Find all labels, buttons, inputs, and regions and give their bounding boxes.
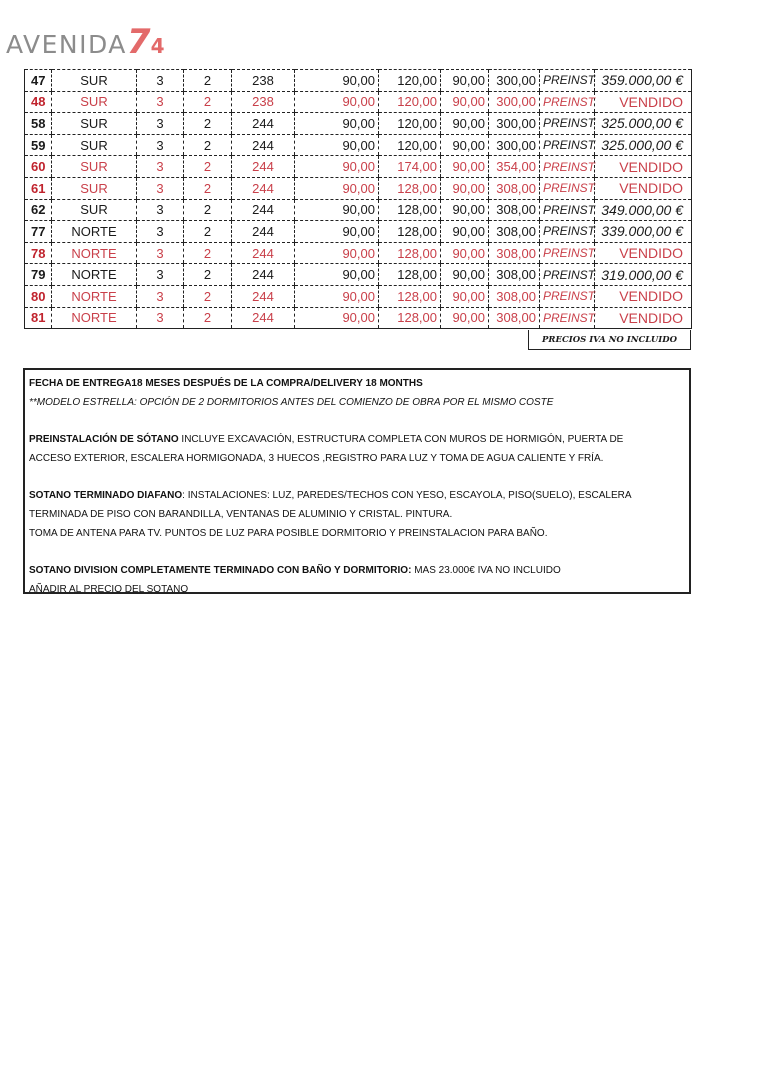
cell-unit-number: 81 — [25, 307, 52, 329]
cell-area-3: 128,00 — [379, 242, 441, 264]
table-row — [25, 177, 692, 199]
cell-area-4: 90,00 — [441, 285, 489, 307]
cell-area-2: 90,00 — [295, 199, 379, 221]
cell-price: VENDIDO — [595, 177, 692, 199]
table-row — [25, 70, 692, 92]
cell-area: 238 — [232, 70, 295, 92]
cell-area-4: 90,00 — [441, 199, 489, 221]
cell-basement-type: PREINST — [540, 307, 595, 329]
cell-unit-number: 59 — [25, 134, 52, 156]
table-row — [25, 242, 692, 264]
cell-unit-number: 80 — [25, 285, 52, 307]
cell-area-4: 90,00 — [441, 177, 489, 199]
cell-area-3: 120,00 — [379, 70, 441, 92]
cell-bathrooms: 2 — [184, 177, 232, 199]
cell-area-total: 308,00 — [489, 221, 540, 243]
cell-basement-type: PREINST — [540, 221, 595, 243]
cell-bedrooms: 3 — [137, 113, 184, 135]
iva-note: PRECIOS IVA NO INCLUIDO — [528, 330, 691, 350]
cell-price: 325.000,00 € — [595, 134, 692, 156]
cell-bedrooms: 3 — [137, 264, 184, 286]
logo-number: 7 — [126, 22, 151, 62]
cell-bathrooms: 2 — [184, 113, 232, 135]
cell-price: VENDIDO — [595, 242, 692, 264]
cell-bathrooms: 2 — [184, 307, 232, 329]
cell-basement-type: PREINST — [540, 156, 595, 178]
table-row — [25, 285, 692, 307]
cell-area-3: 120,00 — [379, 134, 441, 156]
cell-bedrooms: 3 — [137, 177, 184, 199]
preinst-note-cont: ACCESO EXTERIOR, ESCALERA HORMIGONADA, 3 HUECOS ,REGISTRO PARA LUZ Y TOMA DE AGUA CALIENTE Y FRÍA. — [29, 453, 604, 464]
cell-bedrooms: 3 — [137, 242, 184, 264]
cell-bedrooms: 3 — [137, 285, 184, 307]
cell-area-total: 308,00 — [489, 199, 540, 221]
cell-price: VENDIDO — [595, 285, 692, 307]
diafano-note-cont2: TOMA DE ANTENA PARA TV. PUNTOS DE LUZ PARA POSIBLE DORMITORIO Y PREINSTALACION PARA BAÑO. — [29, 528, 548, 539]
diafano-note: SOTANO TERMINADO DIAFANO: INSTALACIONES: LUZ, PAREDES/TECHOS CON YESO, ESCAYOLA, PISO(SUELO), ESCALERA — [29, 490, 632, 501]
cell-unit-number: 58 — [25, 113, 52, 135]
table-row — [25, 134, 692, 156]
cell-unit-number: 79 — [25, 264, 52, 286]
cell-area-total: 308,00 — [489, 264, 540, 286]
table-row — [25, 307, 692, 329]
cell-orientation: SUR — [52, 113, 137, 135]
cell-bedrooms: 3 — [137, 91, 184, 113]
cell-area: 244 — [232, 156, 295, 178]
cell-orientation: NORTE — [52, 307, 137, 329]
cell-unit-number: 61 — [25, 177, 52, 199]
cell-area-2: 90,00 — [295, 70, 379, 92]
cell-area-3: 128,00 — [379, 285, 441, 307]
cell-basement-type: PREINST — [540, 134, 595, 156]
cell-area-2: 90,00 — [295, 134, 379, 156]
cell-area-3: 128,00 — [379, 264, 441, 286]
cell-area-2: 90,00 — [295, 177, 379, 199]
cell-unit-number: 47 — [25, 70, 52, 92]
cell-area-total: 308,00 — [489, 285, 540, 307]
cell-area-4: 90,00 — [441, 113, 489, 135]
units-price-table — [24, 69, 692, 329]
table-row — [25, 221, 692, 243]
cell-area-3: 128,00 — [379, 307, 441, 329]
cell-price: 339.000,00 € — [595, 221, 692, 243]
cell-area-4: 90,00 — [441, 307, 489, 329]
cell-bedrooms: 3 — [137, 199, 184, 221]
cell-bathrooms: 2 — [184, 221, 232, 243]
cell-area: 244 — [232, 113, 295, 135]
cell-bedrooms: 3 — [137, 70, 184, 92]
cell-area-4: 90,00 — [441, 242, 489, 264]
cell-orientation: SUR — [52, 156, 137, 178]
cell-orientation: NORTE — [52, 264, 137, 286]
cell-orientation: NORTE — [52, 242, 137, 264]
cell-basement-type: PREINST — [540, 242, 595, 264]
cell-orientation: SUR — [52, 177, 137, 199]
cell-bathrooms: 2 — [184, 242, 232, 264]
cell-bedrooms: 3 — [137, 307, 184, 329]
cell-price: VENDIDO — [595, 91, 692, 113]
cell-area-3: 174,00 — [379, 156, 441, 178]
cell-bathrooms: 2 — [184, 70, 232, 92]
cell-area: 244 — [232, 285, 295, 307]
cell-area-3: 128,00 — [379, 221, 441, 243]
cell-area-3: 120,00 — [379, 113, 441, 135]
table-row — [25, 199, 692, 221]
cell-basement-type: PREINST — [540, 285, 595, 307]
cell-area: 244 — [232, 242, 295, 264]
cell-bathrooms: 2 — [184, 264, 232, 286]
cell-area: 244 — [232, 134, 295, 156]
notes-box — [23, 368, 691, 594]
cell-bedrooms: 3 — [137, 134, 184, 156]
cell-area-4: 90,00 — [441, 70, 489, 92]
brand-logo — [6, 22, 165, 62]
cell-area-total: 300,00 — [489, 113, 540, 135]
cell-unit-number: 62 — [25, 199, 52, 221]
cell-area-3: 128,00 — [379, 199, 441, 221]
cell-price: VENDIDO — [595, 156, 692, 178]
cell-orientation: SUR — [52, 70, 137, 92]
cell-area: 244 — [232, 199, 295, 221]
cell-area-2: 90,00 — [295, 242, 379, 264]
estrella-note: **MODELO ESTRELLA: OPCIÓN DE 2 DORMITORIOS ANTES DEL COMIENZO DE OBRA POR EL MISMO COSTE — [29, 397, 554, 408]
cell-basement-type: PREINST — [540, 91, 595, 113]
division-note: SOTANO DIVISION COMPLETAMENTE TERMINADO CON BAÑO Y DORMITORIO: MAS 23.000€ IVA NO INCLUIDO — [29, 565, 561, 576]
logo-word: AVENIDA — [6, 30, 127, 59]
cell-bathrooms: 2 — [184, 199, 232, 221]
table-row — [25, 264, 692, 286]
cell-unit-number: 48 — [25, 91, 52, 113]
diafano-note-cont: TERMINADA DE PISO CON BARANDILLA, VENTANAS DE ALUMINIO Y CRISTAL. PINTURA. — [29, 509, 453, 520]
cell-area-3: 128,00 — [379, 177, 441, 199]
table-row — [25, 91, 692, 113]
cell-area-total: 300,00 — [489, 134, 540, 156]
cell-area-2: 90,00 — [295, 91, 379, 113]
cell-area-total: 354,00 — [489, 156, 540, 178]
cell-unit-number: 78 — [25, 242, 52, 264]
cell-orientation: NORTE — [52, 285, 137, 307]
cell-area-total: 308,00 — [489, 242, 540, 264]
delivery-note: FECHA DE ENTREGA18 MESES DESPUÉS DE LA COMPRA/DELIVERY 18 MONTHS — [29, 378, 423, 389]
cell-area-2: 90,00 — [295, 156, 379, 178]
cell-orientation: SUR — [52, 91, 137, 113]
cell-area: 244 — [232, 177, 295, 199]
cell-area-total: 308,00 — [489, 307, 540, 329]
cell-price: 319.000,00 € — [595, 264, 692, 286]
cell-bathrooms: 2 — [184, 285, 232, 307]
cell-bedrooms: 3 — [137, 156, 184, 178]
cell-bathrooms: 2 — [184, 134, 232, 156]
cell-bathrooms: 2 — [184, 91, 232, 113]
cell-area-2: 90,00 — [295, 113, 379, 135]
cell-basement-type: PREINST — [540, 70, 595, 92]
cell-area-4: 90,00 — [441, 156, 489, 178]
cell-area: 244 — [232, 221, 295, 243]
cell-bathrooms: 2 — [184, 156, 232, 178]
cell-area-4: 90,00 — [441, 134, 489, 156]
cell-bedrooms: 3 — [137, 221, 184, 243]
cell-price: VENDIDO — [595, 307, 692, 329]
cell-area-2: 90,00 — [295, 307, 379, 329]
cell-basement-type: PREINST — [540, 264, 595, 286]
cell-area-total: 300,00 — [489, 70, 540, 92]
cell-area-total: 300,00 — [489, 91, 540, 113]
cell-unit-number: 60 — [25, 156, 52, 178]
cell-orientation: SUR — [52, 199, 137, 221]
cell-price: 349.000,00 € — [595, 199, 692, 221]
cell-area-2: 90,00 — [295, 221, 379, 243]
cell-area-2: 90,00 — [295, 264, 379, 286]
cell-area: 244 — [232, 264, 295, 286]
cell-area: 238 — [232, 91, 295, 113]
table-row — [25, 113, 692, 135]
cell-price: 325.000,00 € — [595, 113, 692, 135]
cell-basement-type: PREINST — [540, 177, 595, 199]
cell-area-4: 90,00 — [441, 221, 489, 243]
cell-area-4: 90,00 — [441, 264, 489, 286]
cell-orientation: SUR — [52, 134, 137, 156]
cell-area: 244 — [232, 307, 295, 329]
cell-basement-type: PREINST — [540, 113, 595, 135]
table-row — [25, 156, 692, 178]
cell-area-3: 120,00 — [379, 91, 441, 113]
preinst-note: PREINSTALACIÓN DE SÓTANO INCLUYE EXCAVACIÓN, ESTRUCTURA COMPLETA CON MUROS DE HORMIGÓN, PUERTA DE — [29, 434, 624, 445]
cell-basement-type: PREINST — [540, 199, 595, 221]
cell-price: 359.000,00 € — [595, 70, 692, 92]
logo-number-small: 4 — [150, 34, 165, 58]
division-note-cont: AÑADIR AL PRECIO DEL SOTANO — [29, 584, 189, 595]
cell-unit-number: 77 — [25, 221, 52, 243]
cell-area-total: 308,00 — [489, 177, 540, 199]
cell-area-4: 90,00 — [441, 91, 489, 113]
cell-area-2: 90,00 — [295, 285, 379, 307]
cell-orientation: NORTE — [52, 221, 137, 243]
